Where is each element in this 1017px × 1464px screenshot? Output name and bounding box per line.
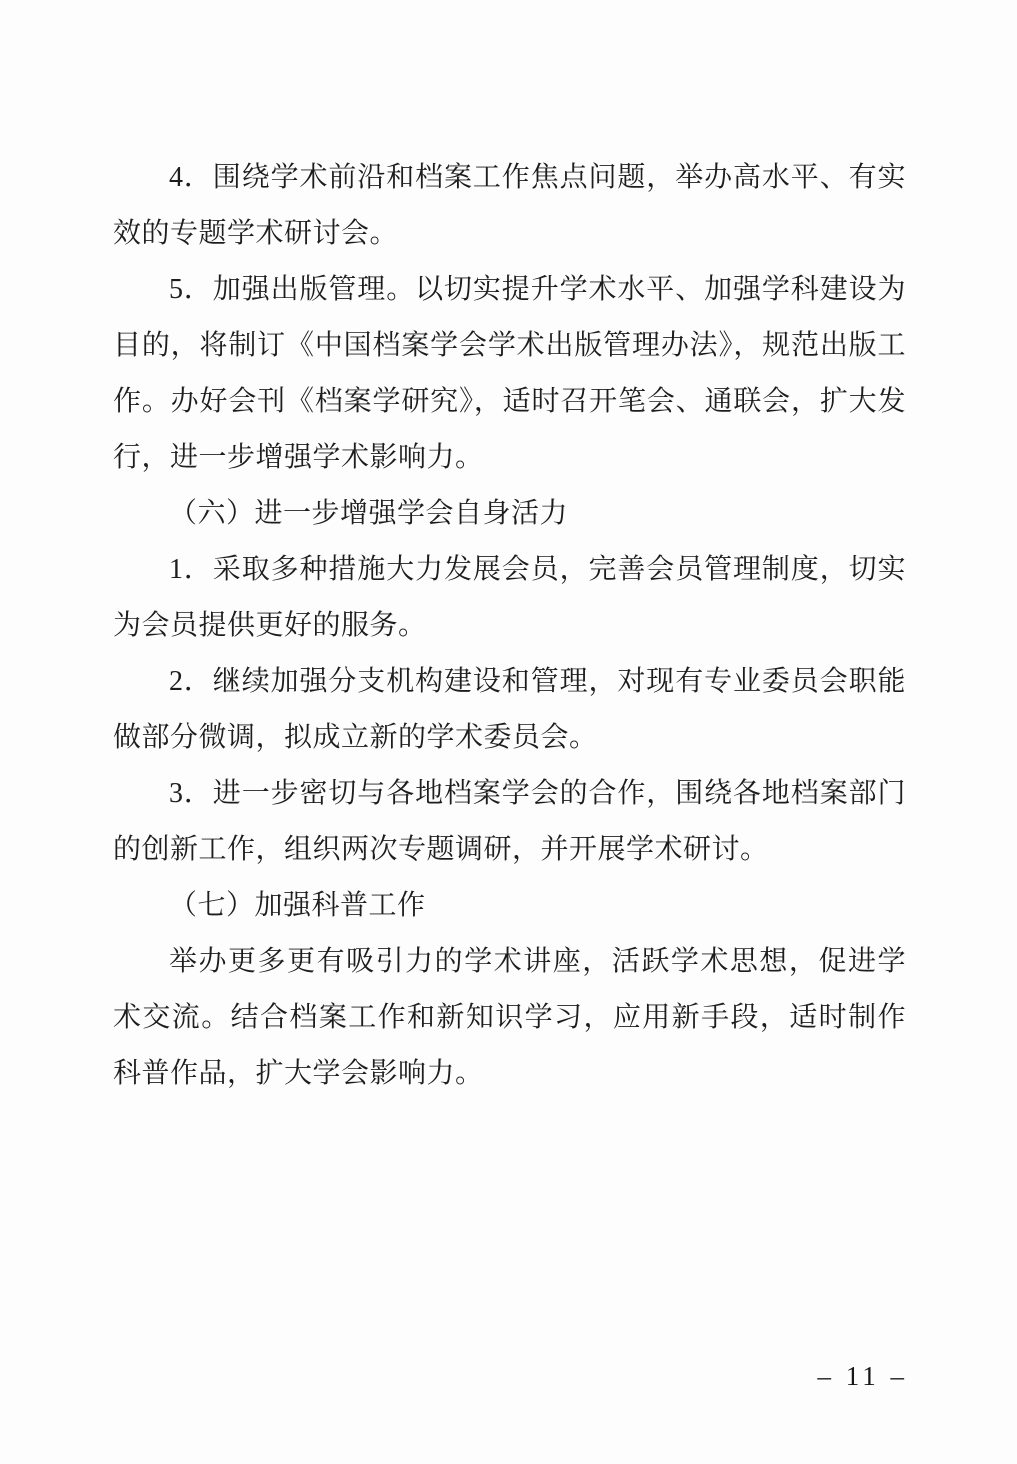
section-heading-six: （六）进一步增强学会自身活力 [169,498,569,529]
section-heading-seven: （七）加强科普工作 [169,890,426,921]
body-paragraph-3: 3．进一步密切与各地档案学会的合作，围绕各地档案部门的创新工作，组织两次专题调研，并开展学术研讨。 [113,778,906,865]
body-paragraph-4: 4．围绕学术前沿和档案工作焦点问题，举办高水平、有实效的专题学术研讨会。 [113,162,906,249]
closing-paragraph: 举办更多更有吸引力的学术讲座，活跃学术思想，促进学术交流。结合档案工作和新知识学习，应用新手段，适时制作科普作品，扩大学会影响力。 [113,946,906,1089]
page-number: – 11 – [817,1361,908,1391]
body-paragraph-1: 1．采取多种措施大力发展会员，完善会员管理制度，切实为会员提供更好的服务。 [113,554,906,641]
document-body [113,150,906,1102]
body-paragraph-2: 2．继续加强分支机构建设和管理，对现有专业委员会职能做部分微调，拟成立新的学术委员会。 [113,666,906,753]
body-paragraph-5: 5．加强出版管理。以切实提升学术水平、加强学科建设为目的，将制订《中国档案学会学术出版管理办法》，规范出版工作。办好会刊《档案学研究》，适时召开笔会、通联会，扩大发行，进一步增强学术影响力。 [113,274,906,473]
